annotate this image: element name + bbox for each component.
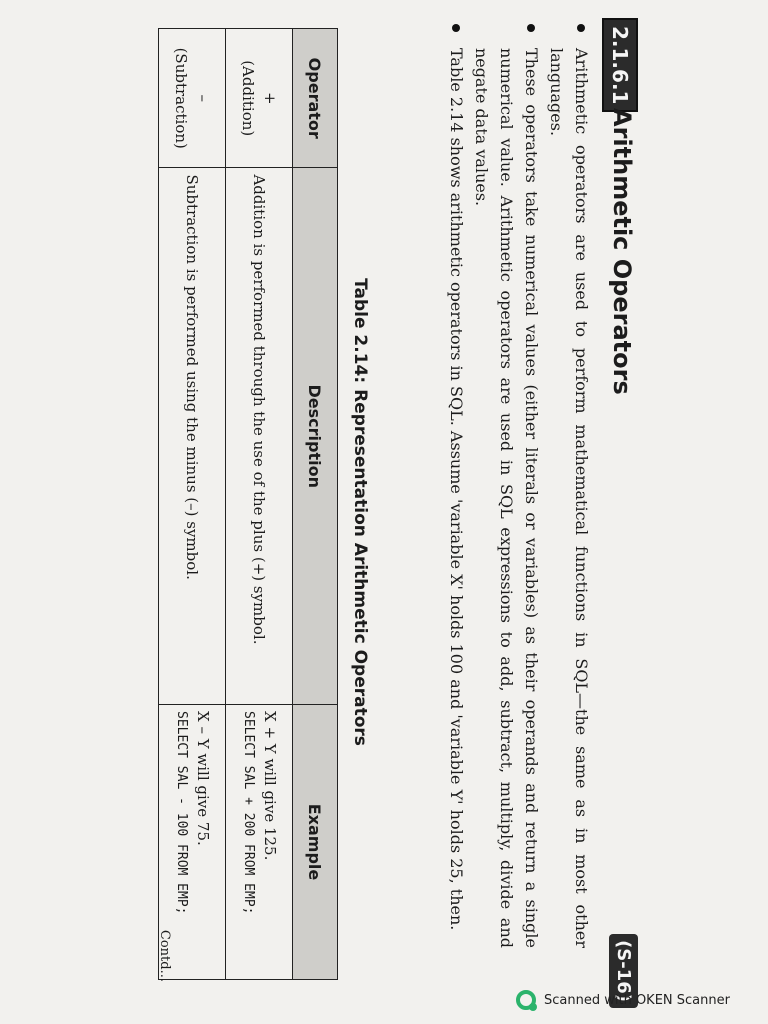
table-row bbox=[159, 29, 226, 980]
operators-table bbox=[158, 28, 338, 980]
scanner-watermark bbox=[516, 990, 730, 1010]
operator-cell bbox=[159, 29, 226, 168]
example-text: X + Y will give 125. bbox=[261, 711, 279, 861]
operator-symbol: – bbox=[194, 94, 212, 102]
operator-name: (Addition) bbox=[239, 60, 257, 137]
header-description: Description bbox=[293, 168, 338, 705]
example-text: X – Y will give 75. bbox=[194, 711, 212, 846]
operator-name: (Subtraction) bbox=[172, 47, 190, 149]
scanner-label: Scanned with OKEN Scanner bbox=[544, 992, 730, 1008]
bullet-item: Arithmetic operators are used to perform mathematical functions in SQL—the same as in most other languages. bbox=[544, 18, 594, 948]
bullet-icon bbox=[577, 24, 585, 32]
bullet-item: These operators take numerical values (either literals or variables) as their operands and return a single numerical value. Arithmetic operators are used in SQL expressions to add, subtract, multiply, divide and negate data values. bbox=[469, 18, 544, 948]
bullet-list bbox=[444, 18, 594, 948]
header-example: Example bbox=[293, 705, 338, 980]
description-cell: Subtraction is performed using the minus (–) symbol. bbox=[159, 168, 226, 705]
section-heading bbox=[598, 18, 638, 1018]
oken-logo-icon bbox=[516, 990, 536, 1010]
section-title: Arithmetic Operators bbox=[608, 108, 636, 395]
operator-symbol: + bbox=[261, 91, 279, 105]
example-cell bbox=[226, 705, 293, 980]
bullet-icon bbox=[527, 24, 535, 32]
example-code: SELECT SAL + 200 FROM EMP; bbox=[241, 711, 256, 915]
header-operator: Operator bbox=[293, 29, 338, 168]
section-number: 2.1.6.1 bbox=[602, 18, 638, 112]
description-cell: Addition is performed through the use of the plus (+) symbol. bbox=[226, 168, 293, 705]
contd-note: Contd... bbox=[157, 929, 172, 982]
table-caption: Table 2.14: Representation Arithmetic Operators bbox=[350, 278, 370, 746]
bullet-item: Table 2.14 shows arithmetic operators in SQL. Assume 'variable X' holds 100 and 'variable Y' holds 25, then. bbox=[444, 18, 469, 948]
table-header-row bbox=[293, 29, 338, 980]
example-code: SELECT SAL - 100 FROM EMP; bbox=[174, 711, 189, 915]
operator-cell bbox=[226, 29, 293, 168]
table-row bbox=[226, 29, 293, 980]
page-tag: (S-16) bbox=[609, 934, 638, 1008]
bullet-icon bbox=[452, 24, 460, 32]
